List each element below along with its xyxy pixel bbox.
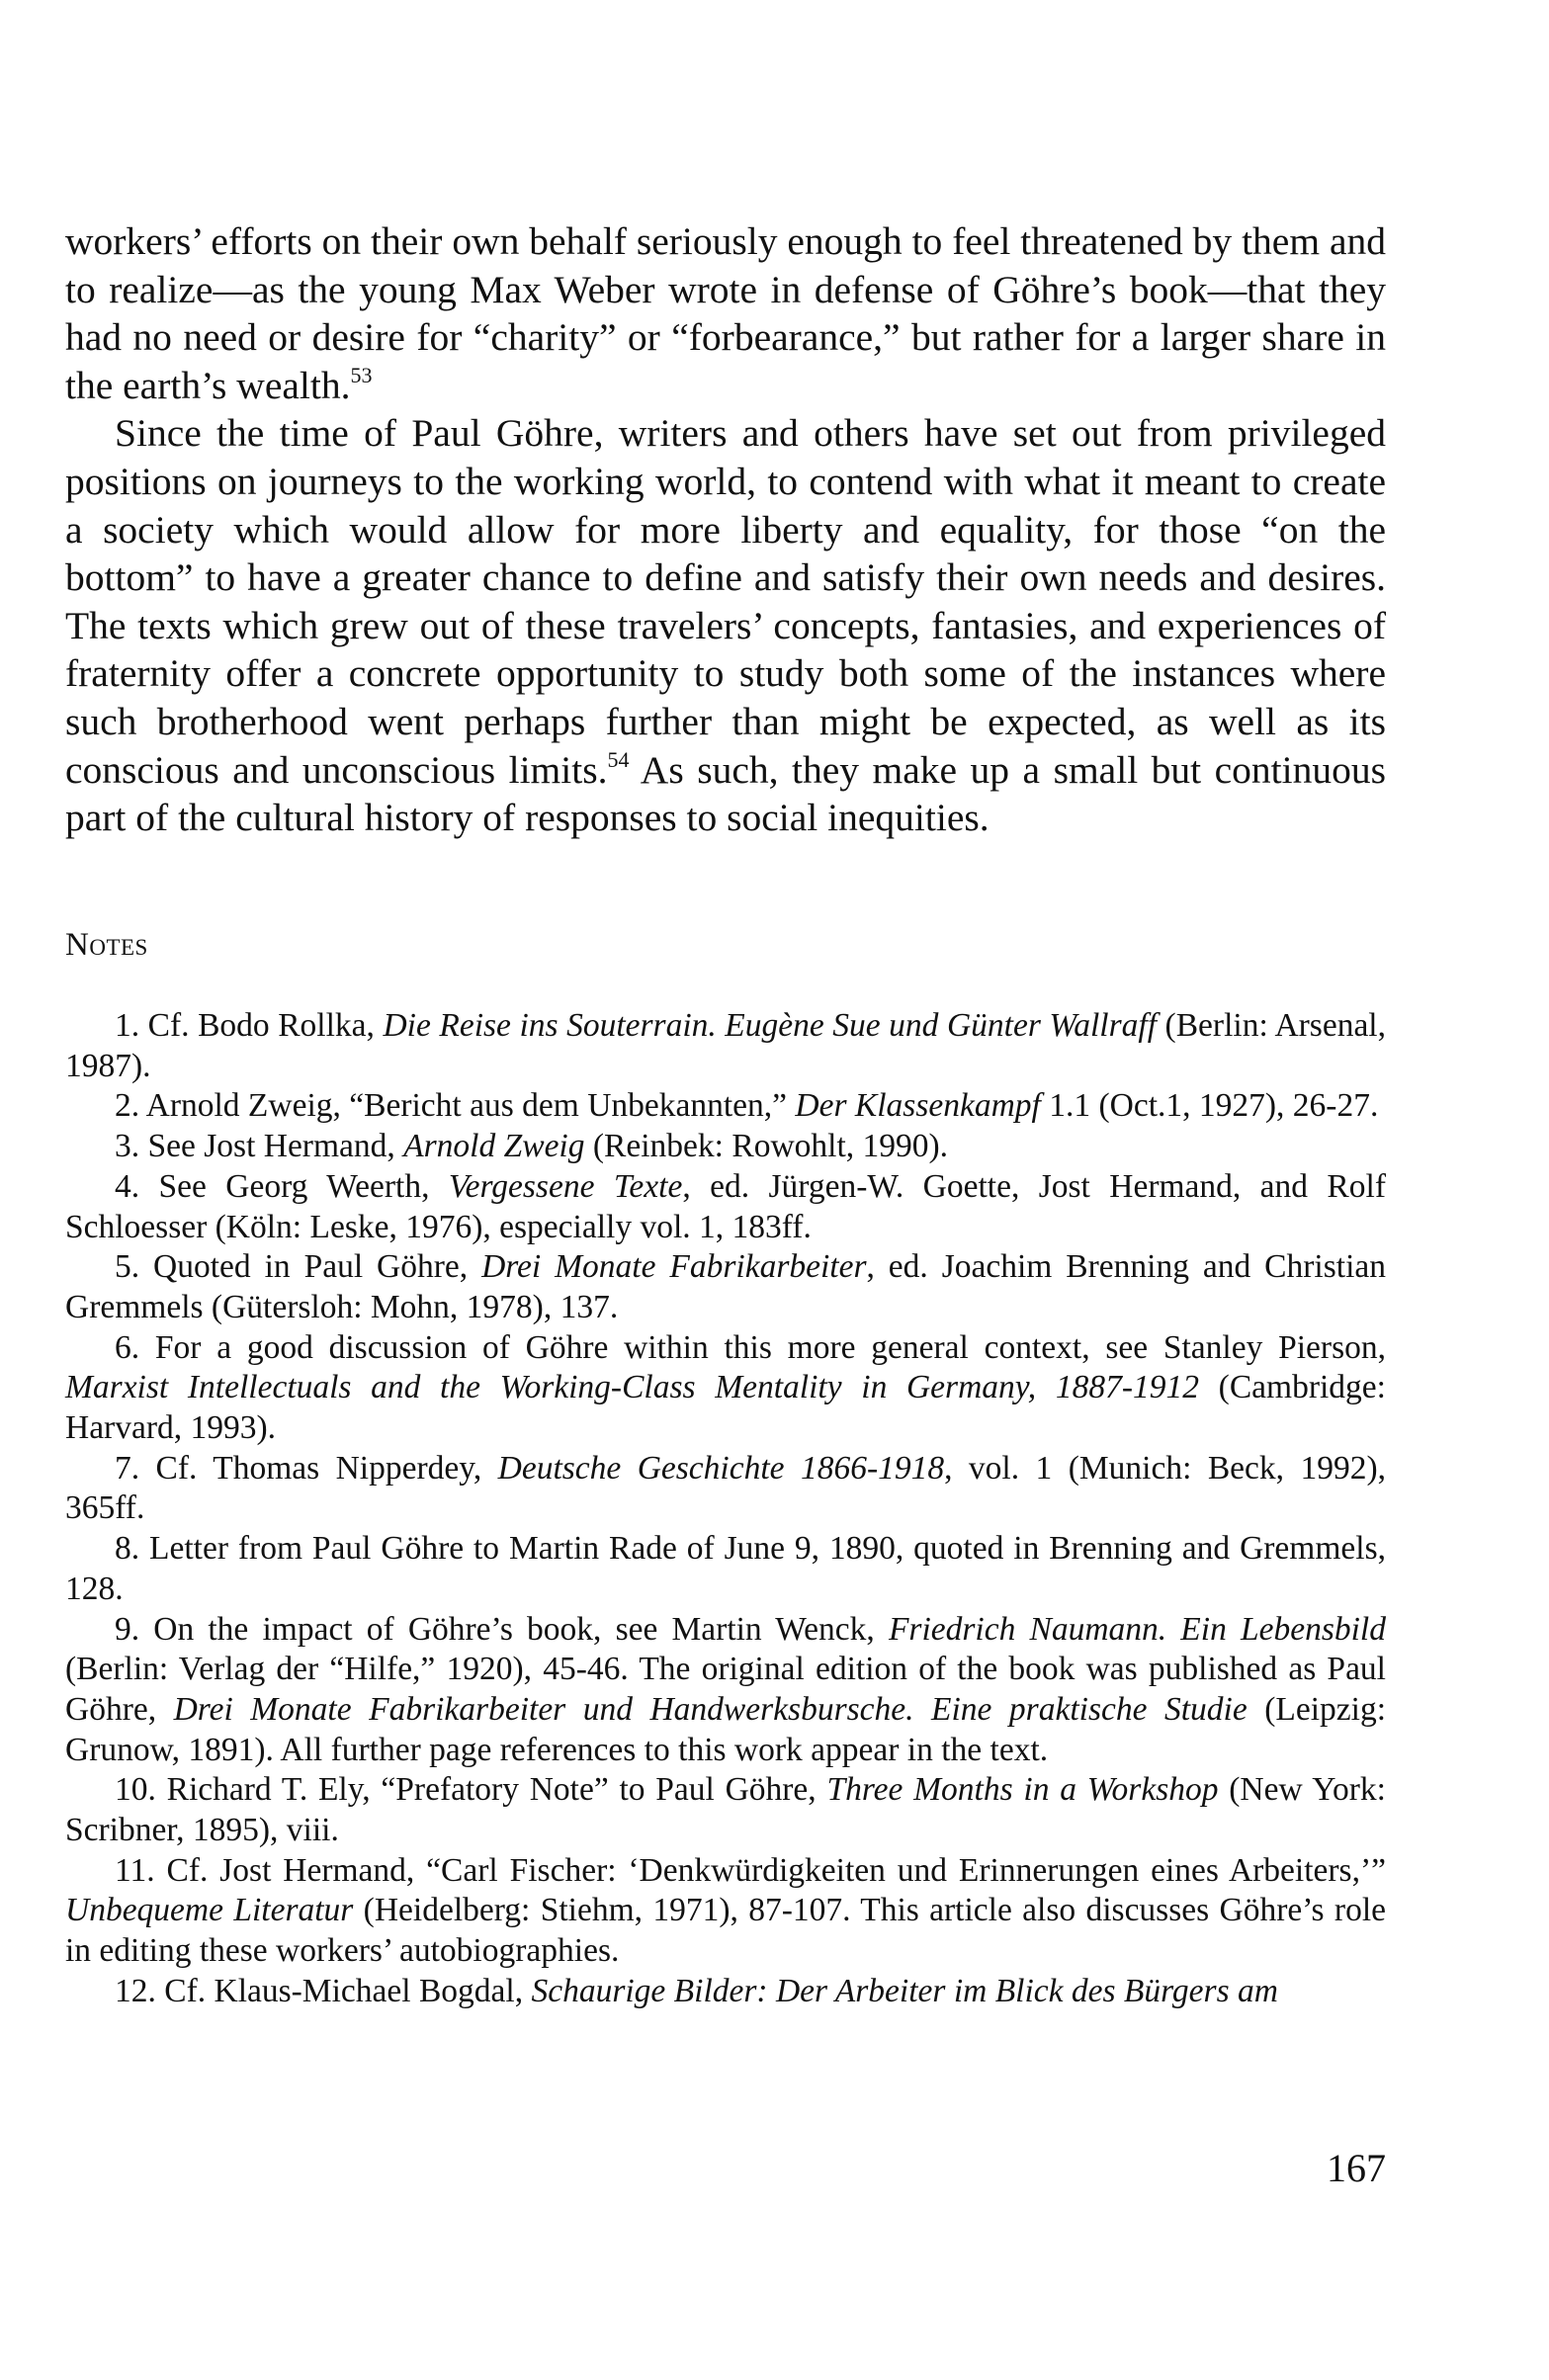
note-2-text: 2. Arnold Zweig, “Bericht aus dem Unbekannten,” bbox=[115, 1087, 796, 1125]
note-7-title: Deutsche Geschichte 1866-1918 bbox=[497, 1449, 945, 1487]
paragraph-2-text: Since the time of Paul Göhre, writers and others have set out from privileged positions on journeys to the working world, to contend with what it meant to create a society which would allow for more liberty and equality, for those “on the bottom” to have a greater chance to define and satisfy their own needs and desires. The texts which grew out of these travelers’ concepts, fantasies, and experiences of fraternity offer a concrete opportunity to study both some of the instances where such brotherhood went perhaps further than might be expected, as well as its conscious and unconscious limits. bbox=[65, 411, 1386, 792]
note-12 bbox=[65, 1972, 1386, 2012]
notes-heading: Notes bbox=[65, 927, 148, 963]
note-11-text-end: (Heidelberg: Stiehm, 1971), 87-107. This article also discusses Göhre’s role in editing these workers’ autobiographies. bbox=[65, 1892, 1386, 1970]
paragraph-2 bbox=[65, 409, 1386, 841]
main-text bbox=[65, 217, 1386, 842]
note-7 bbox=[65, 1449, 1386, 1529]
note-1 bbox=[65, 1006, 1386, 1086]
note-7-text: 7. Cf. Thomas Nipperdey, bbox=[115, 1449, 498, 1487]
note-5 bbox=[65, 1247, 1386, 1327]
note-3 bbox=[65, 1127, 1386, 1167]
note-9-title-2: Drei Monate Fabrikarbeiter und Handwerksbursche. Eine praktische Studie bbox=[173, 1690, 1248, 1728]
note-9-text-mid: (Berlin: Verlag der “Hilfe,” 1920), 45-46. The original edition of the book was published as Paul Göhre, bbox=[65, 1651, 1386, 1728]
notes-list bbox=[65, 1006, 1386, 2012]
note-9-text: 9. On the impact of Göhre’s book, see Martin Wenck, bbox=[115, 1610, 889, 1648]
note-3-text-end: (Reinbek: Rowohlt, 1990). bbox=[584, 1128, 949, 1165]
note-7-text-end: , vol. 1 (Munich: Beck, 1992), 365ff. bbox=[65, 1449, 1386, 1527]
note-6-title: Marxist Intellectuals and the Working-Class Mentality in Germany, 1887-1912 bbox=[65, 1369, 1199, 1406]
note-12-text: 12. Cf. Klaus-Michael Bogdal, bbox=[115, 1972, 532, 2009]
note-1-text: 1. Cf. Bodo Rollka, bbox=[115, 1007, 384, 1044]
note-1-text-end: (Berlin: Arsenal, 1987). bbox=[65, 1007, 1386, 1084]
note-2-text-end: 1.1 (Oct.1, 1927), 26-27. bbox=[1040, 1087, 1379, 1125]
note-6 bbox=[65, 1328, 1386, 1449]
note-5-text: 5. Quoted in Paul Göhre, bbox=[115, 1248, 482, 1286]
note-5-text-end: , ed. Joachim Brenning and Christian Gremmels (Gütersloh: Mohn, 1978), 137. bbox=[65, 1248, 1386, 1325]
paragraph-1 bbox=[65, 217, 1386, 409]
paragraph-2-text-end: As such, they make up a small but continuous part of the cultural history of responses to social inequities. bbox=[65, 747, 1386, 840]
note-4-title: Vergessene Texte bbox=[448, 1167, 683, 1205]
note-3-title: Arnold Zweig bbox=[403, 1128, 585, 1165]
note-9-title: Friedrich Naumann. Ein Lebensbild bbox=[888, 1610, 1386, 1648]
note-12-title: Schaurige Bilder: Der Arbeiter im Blick des Bürgers am bbox=[531, 1972, 1278, 2009]
note-11 bbox=[65, 1851, 1386, 1972]
note-2 bbox=[65, 1086, 1386, 1127]
note-8 bbox=[65, 1529, 1386, 1609]
note-11-title: Unbequeme Literatur bbox=[65, 1892, 354, 1929]
note-10-text: 10. Richard T. Ely, “Prefatory Note” to Paul Göhre, bbox=[115, 1771, 827, 1809]
note-4-text-end: , ed. Jürgen-W. Goette, Jost Hermand, and Rolf Schloesser (Köln: Leske, 1976), especially vol. 1, 183ff. bbox=[65, 1167, 1386, 1245]
note-11-text: 11. Cf. Jost Hermand, “Carl Fischer: ‘Denkwürdigkeiten und Erinnerungen eines Arbeiters,’” bbox=[115, 1851, 1386, 1889]
note-9-text-end: (Leipzig: Grunow, 1891). All further page references to this work appear in the text. bbox=[65, 1690, 1387, 1768]
note-9 bbox=[65, 1610, 1386, 1771]
footnote-ref-53: 53 bbox=[350, 362, 373, 387]
note-10-title: Three Months in a Workshop bbox=[826, 1771, 1219, 1809]
note-4 bbox=[65, 1167, 1386, 1247]
note-5-title: Drei Monate Fabrikarbeiter bbox=[481, 1248, 867, 1286]
note-3-text: 3. See Jost Hermand, bbox=[115, 1128, 404, 1165]
note-10-text-end: (New York: Scribner, 1895), viii. bbox=[65, 1771, 1386, 1849]
note-10 bbox=[65, 1770, 1386, 1850]
note-6-text: 6. For a good discussion of Göhre within this more general context, see Stanley Pierson, bbox=[115, 1328, 1386, 1366]
note-1-title: Die Reise ins Souterrain. Eugène Sue und Günter Wallraff bbox=[383, 1007, 1158, 1044]
footnote-ref-54: 54 bbox=[607, 746, 630, 772]
note-2-title: Der Klassenkampf bbox=[795, 1087, 1041, 1125]
note-8-text: 8. Letter from Paul Göhre to Martin Rade of June 9, 1890, quoted in Brenning and Gremmels, 128. bbox=[65, 1530, 1386, 1607]
page-number: 167 bbox=[1327, 2146, 1386, 2190]
note-6-text-end: (Cambridge: Harvard, 1993). bbox=[65, 1369, 1386, 1447]
note-4-text: 4. See Georg Weerth, bbox=[115, 1167, 449, 1205]
paragraph-1-text: workers’ efforts on their own behalf seriously enough to feel threatened by them and to realize—as the young Max Weber wrote in defense of Göhre’s book—that they had no need or desire for “charity” or “forbearance,” but rather for a larger share in the earth’s wealth. bbox=[65, 219, 1386, 407]
